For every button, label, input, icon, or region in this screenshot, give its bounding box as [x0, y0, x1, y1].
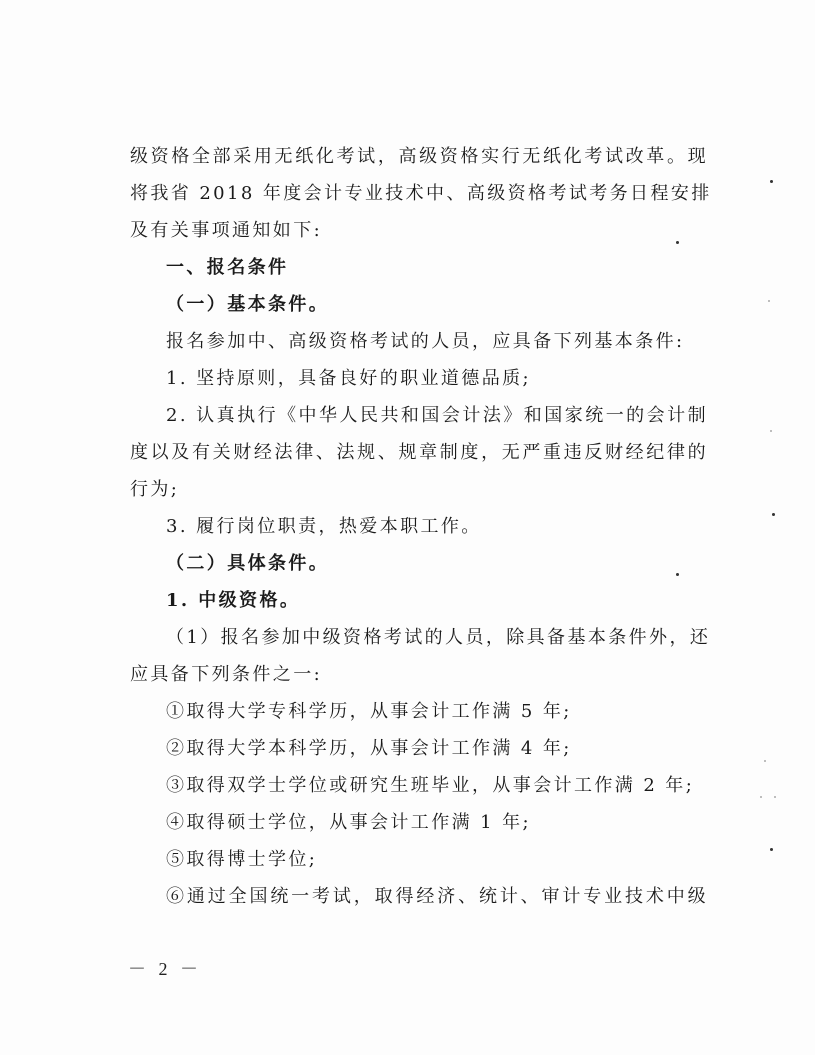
scan-speck [770, 430, 772, 432]
list-item-basic-1: 1. 坚持原则，具备良好的职业道德品质; [166, 368, 531, 389]
list-item-basic-2-end: 行为; [130, 479, 180, 500]
page-number: － 2 － [128, 959, 202, 979]
list-item-condition-3: ③取得双学士学位或研究生班毕业，从事会计工作满 2 年; [166, 775, 695, 796]
list-item-condition-4: ④取得硕士学位，从事会计工作满 1 年; [166, 812, 531, 833]
paragraph-intermediate-intro: （1）报名参加中级资格考试的人员，除具备基本条件外，还 [166, 627, 711, 648]
scan-speck [768, 300, 770, 302]
scan-speck [774, 796, 776, 798]
scan-speck [770, 848, 773, 851]
subheading-specific-conditions: （二）具体条件。 [166, 553, 330, 574]
paragraph-basic-conditions-intro: 报名参加中、高级资格考试的人员，应具备下列基本条件: [166, 331, 685, 352]
list-item-basic-3: 3. 履行岗位职责，热爱本职工作。 [166, 516, 482, 537]
list-item-condition-2: ②取得大学本科学历，从事会计工作满 4 年; [166, 738, 572, 759]
scan-speck [770, 180, 773, 183]
subheading-intermediate-qualification: 1. 中级资格。 [166, 590, 301, 611]
scan-speck [760, 796, 762, 798]
list-item-basic-2-cont: 度以及有关财经法律、法规、规章制度，无严重违反财经纪律的 [130, 442, 708, 463]
paragraph-intermediate-intro-cont: 应具备下列条件之一: [130, 664, 323, 685]
scan-speck [676, 241, 679, 244]
list-item-condition-6: ⑥通过全国统一考试，取得经济、统计、审计专业技术中级 [166, 886, 708, 907]
subheading-basic-conditions: （一）基本条件。 [166, 294, 330, 315]
list-item-condition-1: ①取得大学专科学历，从事会计工作满 5 年; [166, 701, 572, 722]
paragraph-line-3: 及有关事项通知如下: [130, 220, 323, 241]
list-item-basic-2: 2. 认真执行《中华人民共和国会计法》和国家统一的会计制 [166, 405, 708, 426]
paragraph-line-2: 将我省 2018 年度会计专业技术中、高级资格考试考务日程安排 [130, 183, 712, 204]
section-heading-registration-conditions: 一、报名条件 [166, 257, 289, 278]
scan-speck [772, 513, 775, 516]
paragraph-line-1: 级资格全部采用无纸化考试，高级资格实行无纸化考试改革。现 [130, 146, 708, 167]
scan-speck [764, 760, 766, 762]
scan-speck [676, 573, 679, 576]
list-item-condition-5: ⑤取得博士学位; [166, 849, 318, 870]
